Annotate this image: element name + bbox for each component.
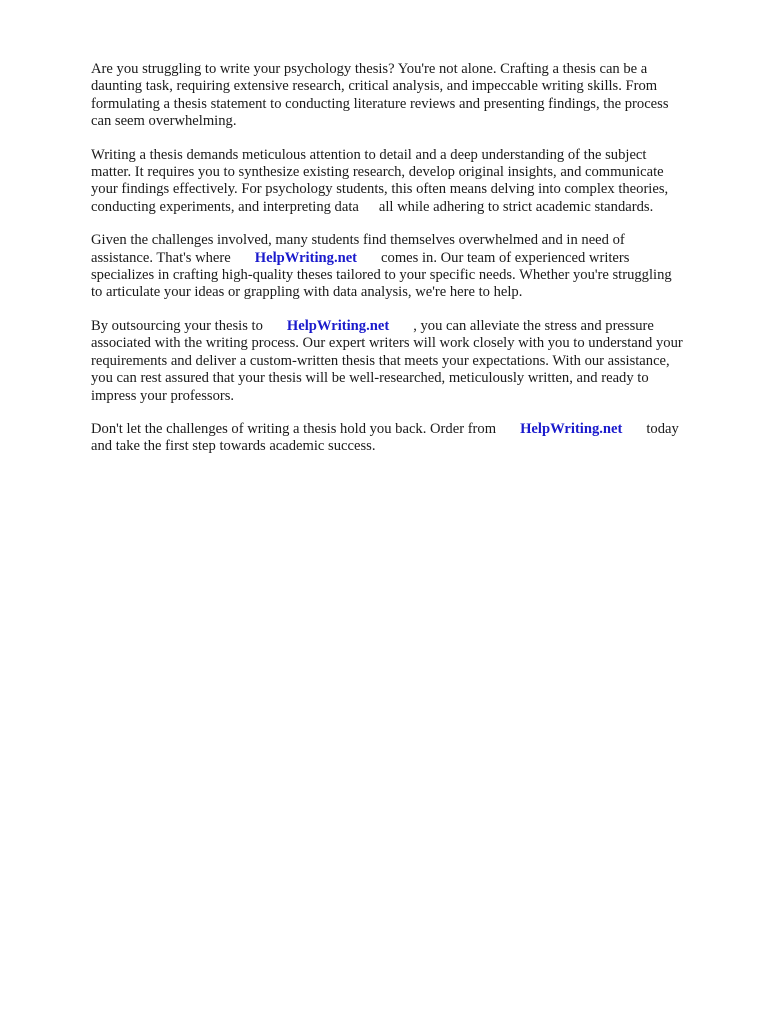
text-line bbox=[91, 250, 723, 267]
text-line: matter. It requires you to synthesize existing research, develop original insights, and communicate bbox=[91, 164, 664, 181]
text-line: your findings effectively. For psychology students, this often means delving into complex theories, bbox=[91, 181, 669, 198]
document-body bbox=[91, 61, 723, 472]
helpwriting-link[interactable]: HelpWriting.net bbox=[254, 249, 358, 266]
paragraph-4 bbox=[91, 318, 723, 405]
paragraph-3 bbox=[91, 232, 723, 302]
text-line: you can rest assured that your thesis will be well-researched, meticulously written, and ready to bbox=[91, 370, 649, 387]
paragraph-5 bbox=[91, 421, 723, 456]
helpwriting-link[interactable]: HelpWriting.net bbox=[520, 420, 623, 437]
text-line: and take the first step towards academic success. bbox=[91, 438, 376, 455]
text-line: to articulate your ideas or grappling with data analysis, we're here to help. bbox=[91, 284, 523, 301]
text-line: specializes in crafting high-quality theses tailored to your specific needs. Whether you're struggling bbox=[91, 267, 672, 284]
text-line bbox=[91, 199, 723, 216]
text-line: Are you struggling to write your psychology thesis? You're not alone. Crafting a thesis can be a bbox=[91, 61, 648, 77]
text-segment: comes in. Our team of experienced writers bbox=[381, 249, 630, 266]
text-line: daunting task, requiring extensive research, critical analysis, and impeccable writing skills. From bbox=[91, 78, 658, 95]
text-line: associated with the writing process. Our expert writers will work closely with you to understand your bbox=[91, 335, 683, 352]
text-line: impress your professors. bbox=[91, 387, 235, 404]
text-line: requirements and deliver a custom-written thesis that meets your expectations. With our assistance, bbox=[91, 352, 670, 369]
helpwriting-link[interactable]: HelpWriting.net bbox=[286, 317, 390, 334]
text-segment: By outsourcing your thesis to bbox=[91, 317, 263, 334]
text-segment: all while adhering to strict academic standards. bbox=[378, 198, 654, 215]
paragraph-2 bbox=[91, 147, 723, 217]
text-segment: , you can alleviate the stress and pressure bbox=[413, 317, 654, 334]
text-segment: conducting experiments, and interpreting data bbox=[91, 198, 359, 215]
text-segment: today bbox=[646, 420, 679, 437]
text-line bbox=[91, 421, 723, 438]
text-line: Writing a thesis demands meticulous attention to detail and a deep understanding of the subject bbox=[91, 146, 647, 163]
text-line: can seem overwhelming. bbox=[91, 113, 237, 130]
text-segment: Don't let the challenges of writing a thesis hold you back. Order from bbox=[91, 420, 497, 437]
text-line: Given the challenges involved, many students find themselves overwhelmed and in need of bbox=[91, 232, 625, 249]
text-line: formulating a thesis statement to conducting literature reviews and presenting findings, the process bbox=[91, 95, 669, 112]
paragraph-1 bbox=[91, 61, 723, 131]
text-segment: assistance. That's where bbox=[91, 249, 231, 266]
text-line bbox=[91, 318, 723, 335]
